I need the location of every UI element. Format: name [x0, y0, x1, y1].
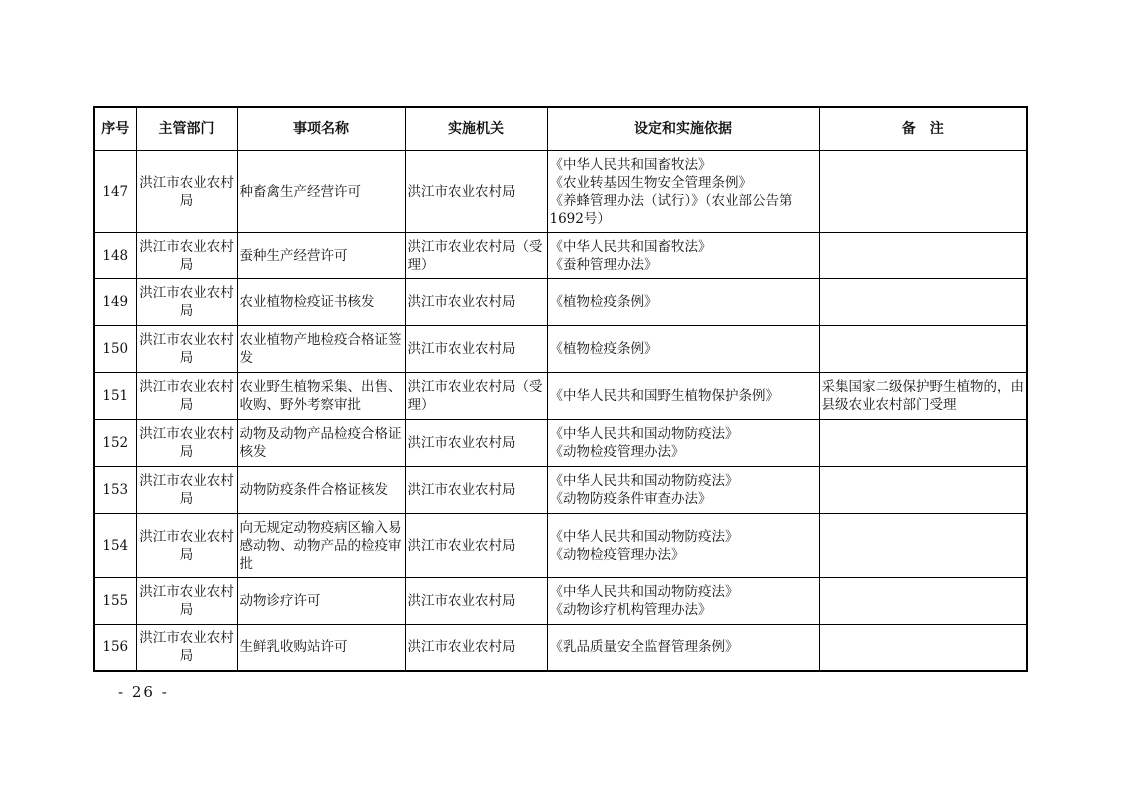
cell-no: 156 — [94, 625, 136, 671]
basis-line: 《中华人民共和国畜牧法》 — [549, 238, 712, 255]
cell-item-name: 动物防疫条件合格证核发 — [237, 467, 405, 514]
basis-line: 《中华人民共和国动物防疫法》 — [549, 426, 739, 442]
header-basis: 设定和实施依据 — [547, 107, 819, 151]
cell-no: 152 — [94, 420, 136, 467]
cell-no: 150 — [94, 326, 136, 373]
cell-org: 洪江市农业农村局 — [405, 625, 547, 671]
cell-basis — [547, 233, 819, 279]
cell-basis — [547, 151, 819, 233]
cell-item-name: 农业植物检疫证书核发 — [237, 279, 405, 326]
basis-line: 《乳品质量安全监督管理条例》 — [549, 639, 739, 656]
cell-dept: 洪江市农业农村局 — [136, 625, 237, 671]
cell-note — [819, 420, 1027, 467]
cell-basis — [547, 578, 819, 625]
table-header-row — [94, 107, 1027, 151]
cell-basis — [547, 420, 819, 467]
basis-line: 《中华人民共和国野生植物保护条例》 — [549, 388, 779, 404]
cell-org: 洪江市农业农村局 — [405, 467, 547, 514]
cell-no: 155 — [94, 578, 136, 625]
basis-line: 《养蜂管理办法（试行）》（农业部公告第1692号） — [549, 192, 793, 227]
cell-note — [819, 625, 1027, 671]
basis-line: 《中华人民共和国动物防疫法》 — [549, 528, 739, 545]
cell-basis — [547, 373, 819, 420]
cell-dept: 洪江市农业农村局 — [136, 514, 237, 578]
cell-no: 154 — [94, 514, 136, 578]
header-no: 序号 — [94, 107, 136, 151]
basis-line: 《动物检疫管理办法》 — [549, 444, 685, 460]
cell-org: 洪江市农业农村局 — [405, 151, 547, 233]
cell-note — [819, 578, 1027, 625]
cell-org: 洪江市农业农村局 — [405, 279, 547, 326]
table-row — [94, 514, 1027, 578]
cell-org: 洪江市农业农村局 — [405, 578, 547, 625]
cell-item-name: 向无规定动物疫病区输入易感动物、动物产品的检疫审批 — [237, 514, 405, 578]
page-number: - 26 - — [118, 683, 169, 701]
cell-note — [819, 467, 1027, 514]
table-body — [94, 151, 1027, 671]
cell-org: 洪江市农业农村局（受理） — [405, 373, 547, 420]
cell-no: 148 — [94, 233, 136, 279]
cell-no: 147 — [94, 151, 136, 233]
cell-note: 采集国家二级保护野生植物的，由县级农业农村部门受理 — [819, 373, 1027, 420]
header-dept: 主管部门 — [136, 107, 237, 151]
cell-dept: 洪江市农业农村局 — [136, 578, 237, 625]
cell-dept: 洪江市农业农村局 — [136, 279, 237, 326]
cell-dept: 洪江市农业农村局 — [136, 373, 237, 420]
cell-item-name: 蚕种生产经营许可 — [237, 233, 405, 279]
table-row — [94, 420, 1027, 467]
table-row — [94, 326, 1027, 373]
cell-no: 151 — [94, 373, 136, 420]
cell-note — [819, 279, 1027, 326]
cell-note — [819, 326, 1027, 373]
header-org: 实施机关 — [405, 107, 547, 151]
cell-org: 洪江市农业农村局 — [405, 326, 547, 373]
header-name: 事项名称 — [237, 107, 405, 151]
cell-basis — [547, 625, 819, 671]
cell-note — [819, 233, 1027, 279]
cell-org: 洪江市农业农村局 — [405, 420, 547, 467]
basis-line: 《中华人民共和国动物防疫法》 — [549, 473, 739, 489]
cell-org: 洪江市农业农村局（受理） — [405, 233, 547, 279]
basis-line: 《中华人民共和国畜牧法》 — [549, 156, 712, 173]
table-row — [94, 625, 1027, 671]
cell-basis — [547, 467, 819, 514]
basis-line: 《中华人民共和国动物防疫法》 — [549, 584, 739, 600]
cell-item-name: 生鲜乳收购站许可 — [237, 625, 405, 671]
cell-no: 149 — [94, 279, 136, 326]
cell-dept: 洪江市农业农村局 — [136, 233, 237, 279]
cell-dept: 洪江市农业农村局 — [136, 326, 237, 373]
cell-basis — [547, 514, 819, 578]
header-note: 备 注 — [819, 107, 1027, 151]
cell-item-name: 农业植物产地检疫合格证签发 — [237, 326, 405, 373]
table-row — [94, 373, 1027, 420]
table-row — [94, 233, 1027, 279]
cell-item-name: 动物及动物产品检疫合格证核发 — [237, 420, 405, 467]
cell-dept: 洪江市农业农村局 — [136, 467, 237, 514]
cell-note — [819, 151, 1027, 233]
cell-dept: 洪江市农业农村局 — [136, 151, 237, 233]
cell-note — [819, 514, 1027, 578]
table-row — [94, 151, 1027, 233]
basis-line: 《农业转基因生物安全管理条例》 — [549, 174, 752, 191]
cell-dept: 洪江市农业农村局 — [136, 420, 237, 467]
basis-line: 《蚕种管理办法》 — [549, 256, 658, 273]
permit-table — [93, 106, 1028, 672]
table-row — [94, 578, 1027, 625]
cell-item-name: 动物诊疗许可 — [237, 578, 405, 625]
basis-line: 《植物检疫条例》 — [549, 294, 658, 310]
table-row — [94, 279, 1027, 326]
cell-no: 153 — [94, 467, 136, 514]
basis-line: 《动物检疫管理办法》 — [549, 546, 685, 563]
cell-item-name: 农业野生植物采集、出售、收购、野外考察审批 — [237, 373, 405, 420]
cell-item-name: 种畜禽生产经营许可 — [237, 151, 405, 233]
basis-line: 《动物防疫条件审查办法》 — [549, 491, 712, 507]
table-row — [94, 467, 1027, 514]
cell-basis — [547, 326, 819, 373]
cell-org: 洪江市农业农村局 — [405, 514, 547, 578]
basis-line: 《动物诊疗机构管理办法》 — [549, 602, 712, 618]
cell-basis — [547, 279, 819, 326]
basis-line: 《植物检疫条例》 — [549, 341, 658, 357]
